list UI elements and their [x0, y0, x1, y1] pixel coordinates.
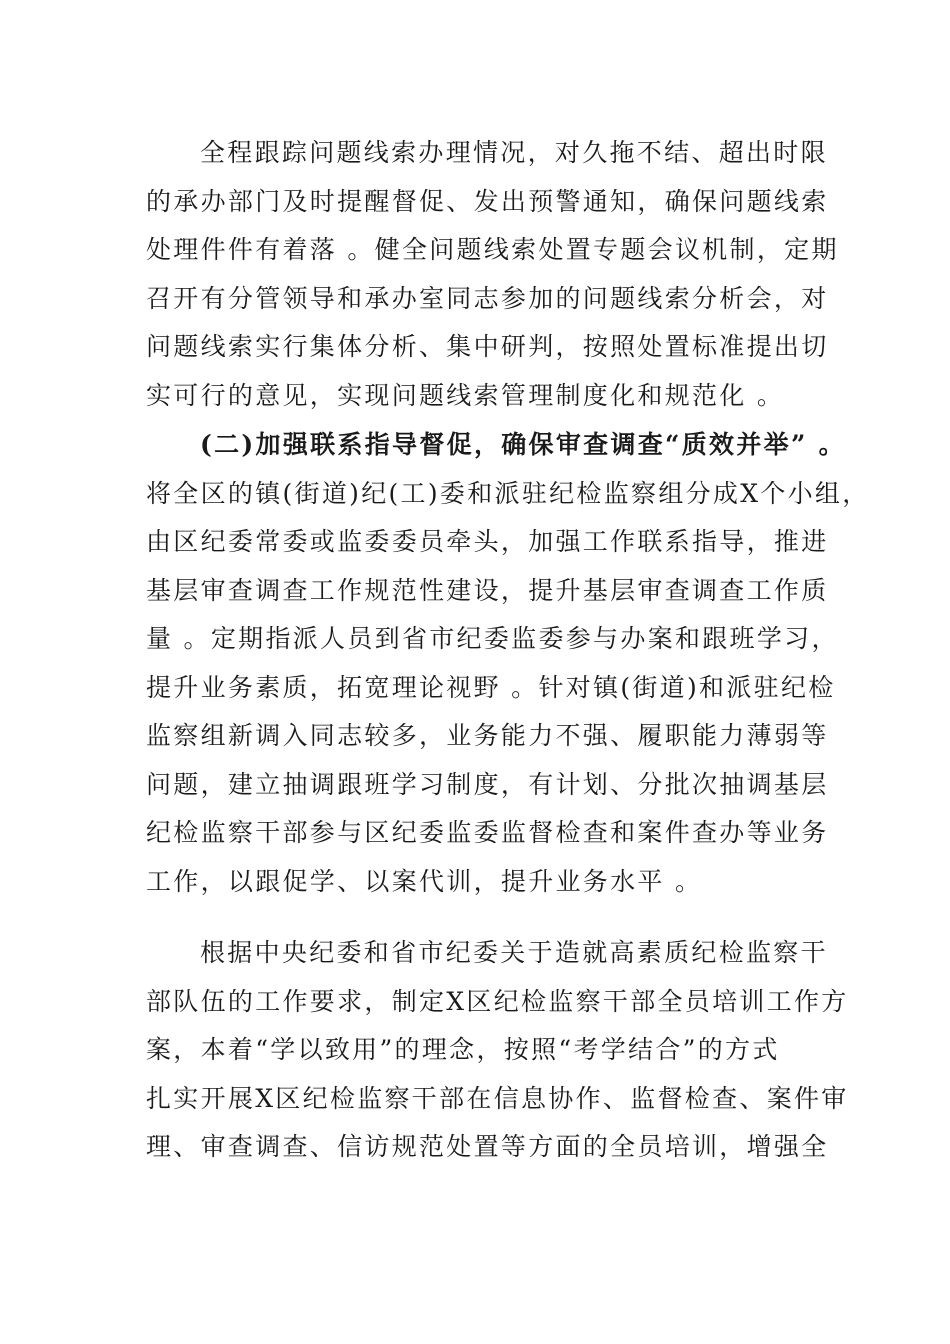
paragraph-line: 处理件件有着落 。健全问题线索处置专题会议机制，定期 — [146, 235, 839, 264]
section-heading: (二)加强联系指导督促，确保审查调查“质效并举” 。 — [200, 430, 846, 459]
paragraph-line: 工作，以跟促学、以案代训，提升业务水平 。 — [146, 866, 703, 896]
paragraph-line: 全程跟踪问题线索办理情况，对久拖不结、超出时限 — [200, 138, 828, 167]
paragraph-line: 部队伍的工作要求，制定X区纪检监察干部全员培训工作方 — [146, 986, 849, 1016]
paragraph-line: 扎实开展X区纪检监察干部在信息协作、监督检查、案件审 — [146, 1083, 849, 1113]
paragraph-line: 由区纪委常委或监委委员牵头，加强工作联系指导，推进 — [146, 527, 829, 556]
paragraph-line: 监察组新调入同志较多，业务能力不强、履职能力薄弱等 — [146, 721, 829, 750]
paragraph-1 — [146, 129, 839, 420]
paragraph-line: 问题，建立抽调跟班学习制度，有计划、分批次抽调基层 — [146, 769, 829, 799]
paragraph-line: 的承办部门及时提醒督促、发出预警通知，确保问题线索 — [146, 186, 829, 216]
paragraph-line: 量 。定期指派人员到省市纪委监委参与办案和跟班学习， — [146, 624, 839, 653]
paragraph-line: 将全区的镇(街道)纪(工)委和派驻纪检监察组分成X个小组， — [146, 478, 870, 508]
paragraph-line: 提升业务素质，拓宽理论视野 。针对镇(街道)和派驻纪检 — [146, 672, 836, 702]
paragraph-line: 根据中央纪委和省市纪委关于造就高素质纪检监察干 — [200, 938, 828, 967]
paragraph-line: 基层审查调查工作规范性建设，提升基层审查调查工作质 — [146, 575, 829, 605]
paragraph-3 — [146, 929, 849, 1172]
paragraph-line: 纪检监察干部参与区纪委监委监督检查和案件查办等业务 — [146, 818, 829, 847]
paragraph-line: 问题线索实行集体分析、集中研判，按照处置标准提出切 — [146, 332, 829, 361]
paragraph-line: 实可行的意见，实现问题线索管理制度化和规范化 。 — [146, 380, 785, 410]
paragraph-2 — [146, 421, 870, 906]
paragraph-line: 召开有分管领导和承办室同志参加的问题线索分析会，对 — [146, 283, 829, 313]
paragraph-line: 理、审查调查、信访规范处置等方面的全员培训，增强全 — [146, 1132, 829, 1161]
paragraph-line: 案，本着“学以致用”的理念，按照“考学结合”的方式 — [146, 1035, 780, 1064]
